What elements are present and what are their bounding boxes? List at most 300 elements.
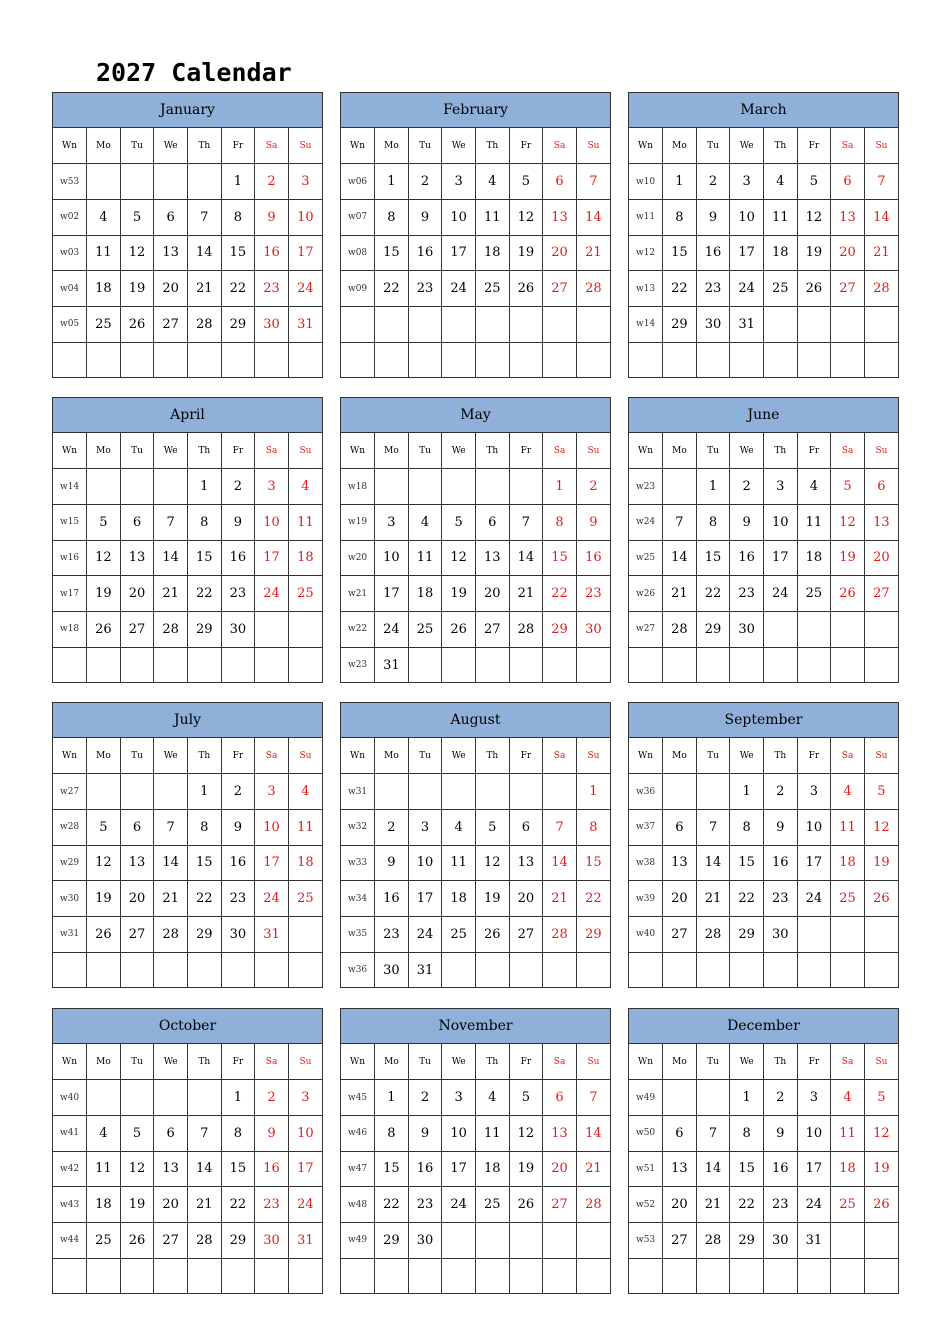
week-row xyxy=(629,774,898,810)
day-cell: 9 xyxy=(764,1115,798,1151)
weekday-label: Th xyxy=(188,128,222,164)
day-cell: 2 xyxy=(764,1080,798,1116)
day-cell: 18 xyxy=(797,540,831,576)
day-cell: 1 xyxy=(221,164,255,200)
weekday-label: We xyxy=(154,433,188,469)
day-cell xyxy=(864,952,898,988)
day-cell xyxy=(831,916,865,952)
week-row xyxy=(53,774,322,810)
week-row xyxy=(629,469,898,505)
day-cell: 5 xyxy=(476,809,510,845)
week-number xyxy=(53,647,87,683)
day-cell: 3 xyxy=(408,809,442,845)
day-cell: 18 xyxy=(87,1187,121,1223)
month-title: August xyxy=(341,703,610,738)
week-number: w14 xyxy=(629,306,663,342)
weekday-label: Su xyxy=(576,433,610,469)
day-cell: 28 xyxy=(188,1222,222,1258)
day-cell: 21 xyxy=(576,1151,610,1187)
week-row xyxy=(53,1222,322,1258)
day-cell: 11 xyxy=(87,235,121,271)
day-cell: 13 xyxy=(663,845,697,881)
day-cell xyxy=(797,916,831,952)
month-october xyxy=(52,1008,323,1294)
day-cell xyxy=(764,342,798,378)
weekday-label: Fr xyxy=(509,128,543,164)
week-row xyxy=(341,1258,610,1294)
day-cell xyxy=(696,774,730,810)
day-cell: 12 xyxy=(87,845,121,881)
day-cell: 14 xyxy=(864,199,898,235)
day-cell: 8 xyxy=(188,809,222,845)
weekday-label: We xyxy=(730,1044,764,1080)
week-number: w04 xyxy=(53,271,87,307)
day-cell xyxy=(188,647,222,683)
day-cell: 8 xyxy=(576,809,610,845)
week-number: w48 xyxy=(341,1187,375,1223)
day-cell: 8 xyxy=(730,809,764,845)
day-cell: 23 xyxy=(221,881,255,917)
day-cell xyxy=(87,469,121,505)
weekday-label: Tu xyxy=(408,1044,442,1080)
day-cell xyxy=(221,647,255,683)
day-cell xyxy=(188,1080,222,1116)
day-cell: 13 xyxy=(543,199,577,235)
week-row xyxy=(341,952,610,988)
day-cell: 7 xyxy=(864,164,898,200)
day-cell: 20 xyxy=(543,1151,577,1187)
day-cell: 7 xyxy=(696,809,730,845)
weekday-label: Su xyxy=(288,128,322,164)
weekday-label: Wn xyxy=(629,128,663,164)
day-cell: 11 xyxy=(831,1115,865,1151)
day-cell: 3 xyxy=(730,164,764,200)
week-row xyxy=(341,647,610,683)
month-december xyxy=(628,1008,899,1294)
day-cell: 28 xyxy=(864,271,898,307)
weekday-label: Wn xyxy=(53,128,87,164)
day-cell: 18 xyxy=(408,576,442,612)
day-cell xyxy=(864,916,898,952)
weekday-label: We xyxy=(730,128,764,164)
day-cell xyxy=(509,774,543,810)
day-cell xyxy=(442,774,476,810)
week-number: w36 xyxy=(341,952,375,988)
day-cell xyxy=(696,1080,730,1116)
day-cell: 13 xyxy=(154,1151,188,1187)
day-cell: 3 xyxy=(255,774,289,810)
day-cell: 30 xyxy=(255,306,289,342)
day-cell: 23 xyxy=(255,271,289,307)
day-cell: 9 xyxy=(730,504,764,540)
day-cell: 9 xyxy=(696,199,730,235)
day-cell: 10 xyxy=(442,199,476,235)
weekday-header-row xyxy=(629,1044,898,1080)
weekday-label: Fr xyxy=(509,1044,543,1080)
weekday-label: Fr xyxy=(797,433,831,469)
day-cell xyxy=(476,774,510,810)
weekday-label: We xyxy=(154,128,188,164)
week-number: w19 xyxy=(341,504,375,540)
day-cell xyxy=(288,647,322,683)
day-cell xyxy=(87,952,121,988)
day-cell: 10 xyxy=(255,809,289,845)
day-cell: 12 xyxy=(87,540,121,576)
day-cell: 8 xyxy=(375,1115,409,1151)
day-cell xyxy=(154,1080,188,1116)
day-cell: 24 xyxy=(442,271,476,307)
weekday-label: Mo xyxy=(663,128,697,164)
weekday-label: Wn xyxy=(629,433,663,469)
month-title: April xyxy=(53,398,322,433)
day-cell: 6 xyxy=(120,504,154,540)
weekday-label: We xyxy=(730,433,764,469)
day-cell: 2 xyxy=(221,774,255,810)
day-cell: 9 xyxy=(221,809,255,845)
weekday-label: Fr xyxy=(509,738,543,774)
day-cell xyxy=(255,1258,289,1294)
weekday-label: Tu xyxy=(120,433,154,469)
month-september xyxy=(628,702,899,988)
week-number: w39 xyxy=(629,881,663,917)
month-title: December xyxy=(629,1009,898,1044)
week-number xyxy=(629,647,663,683)
day-cell: 5 xyxy=(120,199,154,235)
day-cell: 25 xyxy=(831,881,865,917)
day-cell xyxy=(442,1222,476,1258)
day-cell: 28 xyxy=(696,1222,730,1258)
day-cell: 1 xyxy=(543,469,577,505)
day-cell: 2 xyxy=(576,469,610,505)
day-cell: 24 xyxy=(442,1187,476,1223)
day-cell: 16 xyxy=(696,235,730,271)
day-cell: 9 xyxy=(408,199,442,235)
weekday-label: Su xyxy=(576,128,610,164)
week-number: w02 xyxy=(53,199,87,235)
week-number: w14 xyxy=(53,469,87,505)
day-cell xyxy=(154,342,188,378)
day-cell: 28 xyxy=(188,306,222,342)
weekday-label: Fr xyxy=(797,128,831,164)
day-cell: 1 xyxy=(188,469,222,505)
day-cell xyxy=(764,647,798,683)
weekday-header-row xyxy=(629,738,898,774)
day-cell: 7 xyxy=(154,809,188,845)
week-number: w24 xyxy=(629,504,663,540)
day-cell xyxy=(576,306,610,342)
weekday-label: Th xyxy=(188,1044,222,1080)
week-number: w27 xyxy=(629,611,663,647)
day-cell: 13 xyxy=(831,199,865,235)
day-cell: 24 xyxy=(375,611,409,647)
day-cell: 19 xyxy=(864,845,898,881)
day-cell: 16 xyxy=(730,540,764,576)
day-cell: 21 xyxy=(696,881,730,917)
day-cell: 12 xyxy=(120,1151,154,1187)
day-cell: 23 xyxy=(255,1187,289,1223)
day-cell: 26 xyxy=(120,306,154,342)
day-cell: 7 xyxy=(188,1115,222,1151)
day-cell: 20 xyxy=(120,881,154,917)
week-row xyxy=(629,647,898,683)
day-cell: 4 xyxy=(476,164,510,200)
day-cell: 17 xyxy=(288,235,322,271)
week-row xyxy=(629,952,898,988)
week-row xyxy=(629,576,898,612)
day-cell: 27 xyxy=(476,611,510,647)
day-cell xyxy=(509,647,543,683)
weekday-label: Th xyxy=(476,128,510,164)
day-cell: 24 xyxy=(730,271,764,307)
week-row xyxy=(53,540,322,576)
day-cell: 25 xyxy=(87,1222,121,1258)
day-cell: 11 xyxy=(476,199,510,235)
day-cell: 20 xyxy=(831,235,865,271)
month-days-table xyxy=(53,128,322,378)
day-cell xyxy=(831,342,865,378)
week-number: w10 xyxy=(629,164,663,200)
week-row xyxy=(53,952,322,988)
day-cell xyxy=(543,774,577,810)
day-cell: 8 xyxy=(188,504,222,540)
day-cell: 27 xyxy=(831,271,865,307)
day-cell xyxy=(408,306,442,342)
day-cell: 14 xyxy=(696,1151,730,1187)
day-cell: 4 xyxy=(797,469,831,505)
day-cell: 5 xyxy=(509,164,543,200)
day-cell: 22 xyxy=(221,1187,255,1223)
week-number: w03 xyxy=(53,235,87,271)
day-cell: 14 xyxy=(188,235,222,271)
month-title: July xyxy=(53,703,322,738)
week-row xyxy=(53,809,322,845)
week-row xyxy=(53,306,322,342)
day-cell: 29 xyxy=(696,611,730,647)
weekday-label: Tu xyxy=(696,1044,730,1080)
day-cell: 15 xyxy=(221,1151,255,1187)
weekday-label: Th xyxy=(764,1044,798,1080)
month-title: June xyxy=(629,398,898,433)
day-cell: 16 xyxy=(255,1151,289,1187)
week-number: w25 xyxy=(629,540,663,576)
day-cell: 30 xyxy=(375,952,409,988)
day-cell: 20 xyxy=(663,1187,697,1223)
day-cell xyxy=(864,1258,898,1294)
weekday-header-row xyxy=(341,128,610,164)
month-days-table xyxy=(629,738,898,988)
day-cell: 23 xyxy=(696,271,730,307)
week-row xyxy=(341,235,610,271)
weekday-header-row xyxy=(53,433,322,469)
day-cell: 28 xyxy=(576,271,610,307)
day-cell: 11 xyxy=(831,809,865,845)
weekday-label: Sa xyxy=(255,738,289,774)
day-cell: 20 xyxy=(663,881,697,917)
day-cell xyxy=(509,342,543,378)
day-cell: 2 xyxy=(408,1080,442,1116)
day-cell: 17 xyxy=(797,845,831,881)
day-cell: 19 xyxy=(120,1187,154,1223)
day-cell: 21 xyxy=(663,576,697,612)
day-cell: 8 xyxy=(221,199,255,235)
day-cell xyxy=(476,306,510,342)
day-cell xyxy=(120,469,154,505)
weekday-label: Tu xyxy=(408,433,442,469)
day-cell xyxy=(375,774,409,810)
day-cell: 2 xyxy=(730,469,764,505)
weekday-header-row xyxy=(341,738,610,774)
day-cell: 6 xyxy=(154,199,188,235)
day-cell xyxy=(864,342,898,378)
day-cell: 26 xyxy=(797,271,831,307)
week-row xyxy=(629,1258,898,1294)
day-cell xyxy=(255,647,289,683)
day-cell: 21 xyxy=(543,881,577,917)
week-row xyxy=(629,1151,898,1187)
day-cell: 14 xyxy=(576,1115,610,1151)
week-number: w27 xyxy=(53,774,87,810)
day-cell: 18 xyxy=(442,881,476,917)
weekday-label: We xyxy=(154,738,188,774)
day-cell xyxy=(831,611,865,647)
day-cell: 19 xyxy=(509,1151,543,1187)
day-cell: 24 xyxy=(764,576,798,612)
day-cell: 4 xyxy=(87,199,121,235)
day-cell: 4 xyxy=(87,1115,121,1151)
day-cell: 2 xyxy=(255,164,289,200)
week-row xyxy=(629,306,898,342)
day-cell: 25 xyxy=(476,271,510,307)
weekday-label: Th xyxy=(764,738,798,774)
day-cell xyxy=(255,342,289,378)
week-row xyxy=(629,235,898,271)
day-cell xyxy=(576,342,610,378)
weekday-label: Fr xyxy=(221,433,255,469)
day-cell: 4 xyxy=(476,1080,510,1116)
week-row xyxy=(341,576,610,612)
day-cell: 7 xyxy=(509,504,543,540)
day-cell: 12 xyxy=(120,235,154,271)
day-cell xyxy=(663,1258,697,1294)
day-cell xyxy=(255,952,289,988)
day-cell: 14 xyxy=(509,540,543,576)
day-cell xyxy=(764,611,798,647)
week-number: w16 xyxy=(53,540,87,576)
day-cell xyxy=(408,469,442,505)
day-cell: 10 xyxy=(255,504,289,540)
day-cell: 28 xyxy=(154,611,188,647)
day-cell xyxy=(375,469,409,505)
day-cell: 1 xyxy=(375,1080,409,1116)
day-cell: 6 xyxy=(543,1080,577,1116)
day-cell xyxy=(797,952,831,988)
month-title: February xyxy=(341,93,610,128)
day-cell: 25 xyxy=(288,576,322,612)
day-cell xyxy=(120,342,154,378)
day-cell: 30 xyxy=(221,611,255,647)
day-cell: 14 xyxy=(154,540,188,576)
day-cell xyxy=(288,342,322,378)
day-cell: 14 xyxy=(696,845,730,881)
weekday-label: Th xyxy=(476,433,510,469)
day-cell: 2 xyxy=(221,469,255,505)
day-cell: 5 xyxy=(864,1080,898,1116)
day-cell: 17 xyxy=(375,576,409,612)
day-cell: 18 xyxy=(288,540,322,576)
week-row xyxy=(341,504,610,540)
weekday-label: Fr xyxy=(797,1044,831,1080)
week-row xyxy=(341,469,610,505)
day-cell: 16 xyxy=(221,845,255,881)
day-cell: 15 xyxy=(730,845,764,881)
day-cell: 13 xyxy=(543,1115,577,1151)
day-cell xyxy=(663,774,697,810)
week-number: w53 xyxy=(629,1222,663,1258)
week-number: w52 xyxy=(629,1187,663,1223)
day-cell xyxy=(730,342,764,378)
day-cell: 15 xyxy=(375,235,409,271)
day-cell: 28 xyxy=(663,611,697,647)
week-number: w08 xyxy=(341,235,375,271)
day-cell xyxy=(288,952,322,988)
day-cell xyxy=(764,306,798,342)
week-number: w22 xyxy=(341,611,375,647)
day-cell xyxy=(87,342,121,378)
weekday-label: Sa xyxy=(831,1044,865,1080)
day-cell: 16 xyxy=(764,845,798,881)
weekday-label: Th xyxy=(476,1044,510,1080)
day-cell: 21 xyxy=(188,1187,222,1223)
day-cell xyxy=(730,952,764,988)
day-cell xyxy=(154,1258,188,1294)
day-cell xyxy=(120,164,154,200)
day-cell: 23 xyxy=(730,576,764,612)
day-cell: 12 xyxy=(509,199,543,235)
day-cell: 14 xyxy=(576,199,610,235)
weekday-header-row xyxy=(629,433,898,469)
day-cell: 29 xyxy=(221,306,255,342)
day-cell xyxy=(797,342,831,378)
day-cell: 10 xyxy=(764,504,798,540)
day-cell: 24 xyxy=(408,916,442,952)
weekday-label: Tu xyxy=(408,738,442,774)
day-cell: 4 xyxy=(764,164,798,200)
day-cell: 18 xyxy=(288,845,322,881)
day-cell xyxy=(375,1258,409,1294)
day-cell: 16 xyxy=(408,1151,442,1187)
day-cell: 22 xyxy=(375,1187,409,1223)
day-cell: 6 xyxy=(864,469,898,505)
day-cell: 22 xyxy=(188,576,222,612)
day-cell xyxy=(831,1258,865,1294)
day-cell xyxy=(87,774,121,810)
day-cell: 12 xyxy=(864,809,898,845)
day-cell: 22 xyxy=(543,576,577,612)
weekday-label: Sa xyxy=(255,1044,289,1080)
month-days-table xyxy=(629,1044,898,1294)
day-cell: 15 xyxy=(188,540,222,576)
day-cell: 2 xyxy=(255,1080,289,1116)
week-number: w23 xyxy=(341,647,375,683)
day-cell xyxy=(543,1258,577,1294)
day-cell: 24 xyxy=(288,1187,322,1223)
day-cell: 8 xyxy=(663,199,697,235)
day-cell: 19 xyxy=(831,540,865,576)
day-cell: 30 xyxy=(576,611,610,647)
day-cell xyxy=(509,1222,543,1258)
week-number: w34 xyxy=(341,881,375,917)
week-row xyxy=(341,845,610,881)
